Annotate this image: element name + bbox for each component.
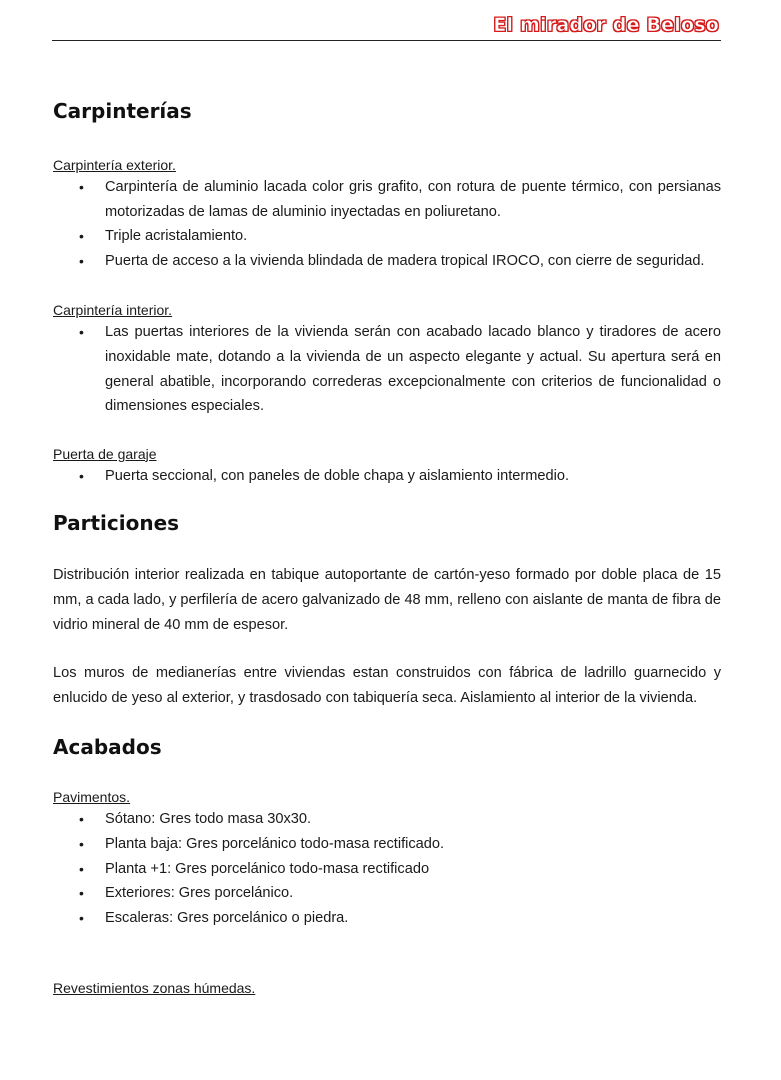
document-header-title: El mirador de Beloso [493,14,719,36]
list-item: • Triple acristalamiento. [105,224,721,249]
list-item: • Carpintería de aluminio lacada color gris grafito, con rotura de puente térmico, con persianas motorizadas de lamas de aluminio inyectadas en poliuretano. [105,175,721,224]
list-item: • Planta +1: Gres porcelánico todo-masa rectificado [105,857,721,882]
subheading-revestimientos: Revestimientos zonas húmedas. [53,980,256,997]
subheading-carpinteria-exterior: Carpintería exterior. [53,157,176,173]
list-item: • Puerta seccional, con paneles de doble chapa y aislamiento intermedio. [105,464,721,489]
section-heading-carpinterias: Carpinterías [53,99,192,123]
list-carpinteria-exterior [53,175,721,273]
list-item: • Sótano: Gres todo masa 30x30. [105,807,721,832]
paragraph-distribucion: Distribución interior realizada en tabique autoportante de cartón-yeso formado por doble placa de 15 mm, a cada lado, y perfilería de acero galvanizado de 48 mm, relleno con aislante de manta de fibra de vidrio mineral de 40 mm de espesor. [53,567,721,633]
subheading-pavimentos: Pavimentos. [53,789,131,806]
list-carpinteria-interior [53,320,721,418]
list-item: • Exteriores: Gres porcelánico. [105,881,721,906]
header-divider [52,40,721,41]
list-item: • Escaleras: Gres porcelánico o piedra. [105,906,721,931]
paragraph-medianerias: Los muros de medianerías entre viviendas estan construidos con fábrica de ladrillo guarnecido y enlucido de yeso al exterior, y trasdosado con tabiquería seca. Aislamiento al interior de la vivienda. [53,665,721,706]
list-item: • Las puertas interiores de la vivienda serán con acabado lacado blanco y tiradores de acero inoxidable mate, dotando a la vivienda de un aspecto elegante y actual. Su apertura será en general abatible, incorporando correderas excepcionalmente con criterios de funcionalidad o dimensiones especiales. [105,320,721,418]
section-heading-particiones: Particiones [53,511,180,536]
list-puerta-garaje [53,464,721,489]
section-heading-acabados: Acabados [53,735,162,760]
subheading-carpinteria-interior: Carpintería interior. [53,302,173,319]
document-body [53,96,721,998]
list-pavimentos [53,807,721,930]
list-item: • Planta baja: Gres porcelánico todo-masa rectificado. [105,832,721,857]
subheading-puerta-garaje: Puerta de garaje [53,445,157,462]
list-item: • Puerta de acceso a la vivienda blindada de madera tropical IROCO, con cierre de seguridad. [105,249,721,274]
